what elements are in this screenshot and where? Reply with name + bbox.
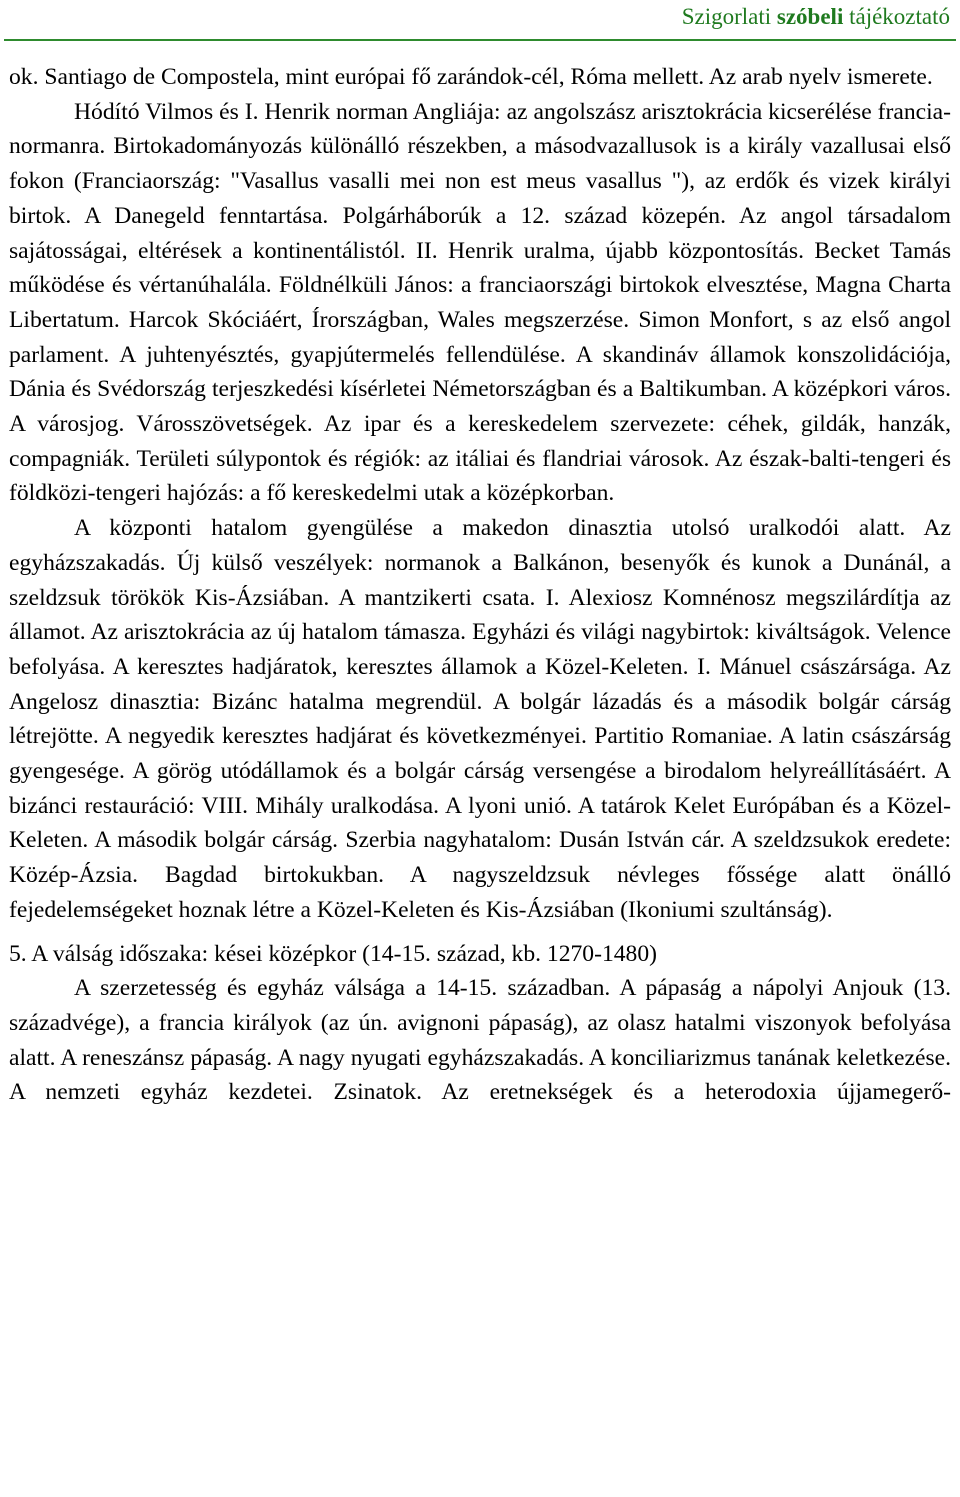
header-title-bold: szóbeli [776, 4, 844, 29]
paragraph: ok. Santiago de Compostela, mint európai fő zarándok-cél, Róma mellett. Az arab nyelv ismerete. [9, 64, 933, 90]
section-heading: 5. A válság időszaka: kései középkor (14-15. század, kb. 1270-1480) [9, 940, 657, 967]
header-title [682, 4, 950, 30]
paragraph: A szerzetesség és egyház válsága a 14-15. században. A pápaság a nápolyi Anjouk (13. századvége), a francia királyok (az ún. avignoni pápaság), az olasz hatalmi viszonyok befolyása alatt. A reneszánsz pápaság. A nagy nyugati egyházszakadás. A konciliarizmus tanának keletkezése. A nemzeti egyház kezdetei. Zsinatok. Az eretnekségek és a heterodoxia újjamegerő- [9, 975, 951, 1106]
header-title-post: tájékoztató [843, 4, 950, 29]
document-body [9, 60, 951, 1110]
header-title-pre: Szigorlati [681, 4, 777, 29]
header-divider [4, 39, 956, 41]
paragraph: Hódító Vilmos és I. Henrik norman Angliája: az angolszász arisztokrácia kicserélése francia-normanra. Birtokadományozás különálló részekben, a másodvazallusok is a király vazallusai első fokon (Franciaország: "Vasallus vasalli mei non est meus vasallus "), az erdők és vizek királyi birtok. A Danegeld fenntartása. Polgárháborúk a 12. század közepén. Az angol társadalom sajátosságai, eltérések a kontinentálistól. II. Henrik uralma, újabb központosítás. Becket Tamás működése és vértanúhalála. Földnélküli János: a franciaországi birtokok elvesztése, Magna Charta Libertatum. Harcok Skóciáért, Írországban, Wales megszerzése. Simon Monfort, s az első angol parlament. A juhtenyésztés, gyapjútermelés fellendülése. A skandináv államok konszolidációja, Dánia és Svédország terjeszkedési kísérletei Németországban és a Baltikumban. A középkori város. A városjog. Városszövetségek. Az ipar és a kereskedelem szervezete: céhek, gildák, hanzák, compagniák. Területi súlypontok és régiók: az itáliai és flandriai városok. Az észak-balti-tengeri és földközi-tengeri hajózás: a fő kereskedelmi utak a középkorban. [9, 98, 951, 507]
page-header [0, 0, 960, 42]
paragraph: A központi hatalom gyengülése a makedon dinasztia utolsó uralkodói alatt. Az egyházszakadás. Új külső veszélyek: normanok a Balkánon, besenyők és kunok a Dunánál, a szeldzsuk törökök Kis-Ázsiában. A mantzikerti csata. I. Alexiosz Komnénosz megszilárdítja az államot. Az arisztokrácia az új hatalom támasza. Egyházi és világi nagybirtok: kiváltságok. Velence befolyása. A keresztes hadjáratok, keresztes államok a Közel-Keleten. I. Mánuel császársága. Az Angelosz dinasztia: Bizánc hatalma megrendül. A bolgár lázadás és a második bolgár cárság létrejötte. A negyedik keresztes hadjárat és következményei. Partitio Romaniae. A latin császárság gyengesége. A görög utódállamok és a bolgár cárság versengése a birodalom helyreállításáért. A bizánci restauráció: VIII. Mihály uralkodása. A lyoni unió. A tatárok Kelet Európában és a Közel-Keleten. A második bolgár cárság. Szerbia nagyhatalom: Dusán István cár. A szeldzsukok eredete: Közép-Ázsia. Bagdad birtokukban. A nagyszeldzsuk névleges főssége alatt önálló fejedelemségeket hoznak létre a Közel-Keleten és Kis-Ázsiában (Ikoniumi szultánság). [9, 515, 951, 923]
